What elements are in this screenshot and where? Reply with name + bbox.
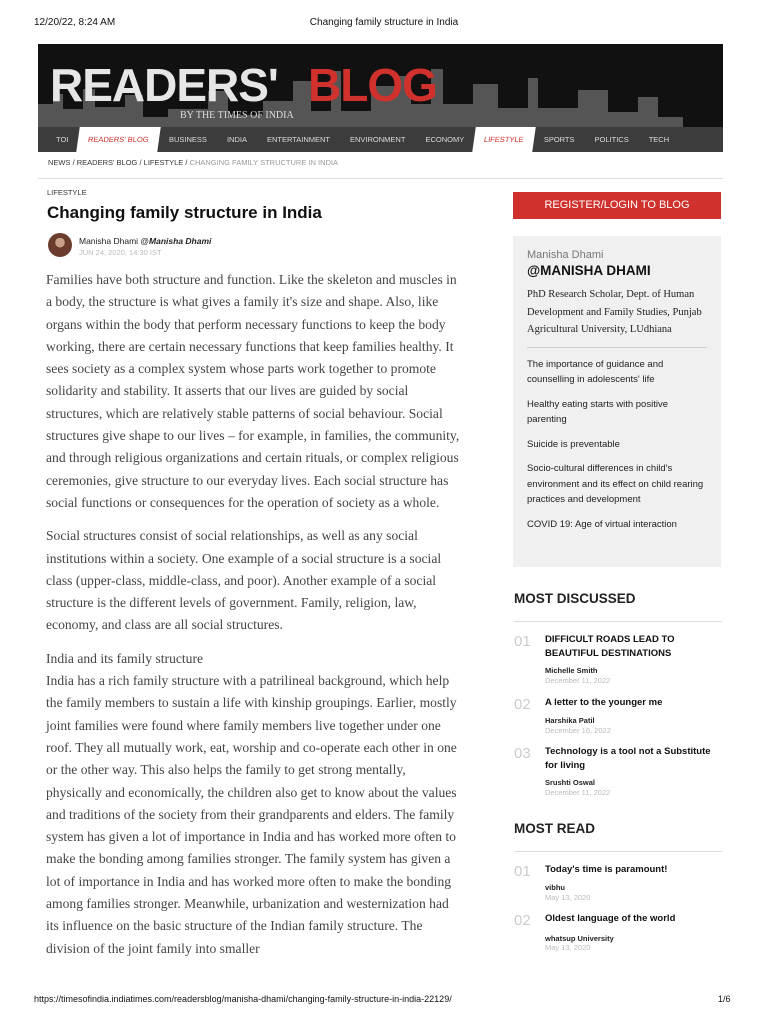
breadcrumb-current: CHANGING FAMILY STRUCTURE IN INDIA <box>189 158 339 167</box>
logo-by-toi: BY THE TIMES OF INDIA <box>180 110 294 121</box>
nav-tech[interactable]: TECH <box>648 135 670 144</box>
item-title[interactable]: Today's time is paramount! <box>545 864 668 875</box>
author-box <box>513 236 721 567</box>
author-avatar[interactable] <box>48 233 72 257</box>
article-title: Changing family structure in India <box>47 203 322 222</box>
author-post-link[interactable]: The importance of guidance and counselling in adolescents' life <box>527 358 664 385</box>
item-title[interactable]: Oldest language of the world <box>545 913 676 924</box>
item-author[interactable]: whatsup University <box>545 934 614 943</box>
divider <box>514 851 722 852</box>
logo-blog: BLOG <box>308 59 437 111</box>
nav-lifestyle[interactable]: LIFESTYLE <box>472 127 535 152</box>
divider <box>514 621 722 622</box>
item-title[interactable]: A letter to the younger me <box>545 697 663 708</box>
article-body <box>46 269 464 971</box>
author-box-name[interactable]: Manisha Dhami <box>527 249 604 261</box>
byline <box>79 236 211 246</box>
main-nav <box>38 127 723 152</box>
author-post-link[interactable]: Socio-cultural differences in child's environment and its effect on child rearing practices and development <box>527 463 704 505</box>
item-author[interactable]: Srushti Oswal <box>545 778 596 787</box>
breadcrumb-lifestyle[interactable]: LIFESTYLE / <box>143 158 188 167</box>
item-number: 01 <box>514 863 531 880</box>
nav-readers-blog[interactable]: READERS' BLOG <box>77 127 161 152</box>
divider <box>38 178 723 179</box>
nav-sports[interactable]: SPORTS <box>543 135 575 144</box>
nav-politics[interactable]: POLITICS <box>594 135 629 144</box>
breadcrumb-readers-blog[interactable]: READERS' BLOG / <box>76 158 142 167</box>
item-date: May 13, 2020 <box>545 943 591 952</box>
author-bio: PhD Research Scholar, Dept. of Human Development and Family Studies, Punjab Agricultural University, LUdhiana <box>527 286 707 348</box>
print-page-number: 1/6 <box>718 994 731 1004</box>
item-date: December 11, 2022 <box>545 676 611 685</box>
item-author[interactable]: Michelle Smith <box>545 666 598 675</box>
paragraph: Social structures consist of social relationships, as well as any social institutions within a society. One example of a social structure is a social class (upper-class, middle-class, and poor). Another example of a social structure is the different levels of government. Family, religion, law, economy, and class are all social structures. <box>46 528 442 633</box>
nav-environment[interactable]: ENVIRONMENT <box>350 135 406 144</box>
nav-entertainment[interactable]: ENTERTAINMENT <box>266 135 331 144</box>
nav-business[interactable]: BUSINESS <box>169 135 207 144</box>
print-url: https://timesofindia.indiatimes.com/readersblog/manisha-dhami/changing-family-structure-in-india-22129/ <box>34 994 452 1004</box>
author-post-link[interactable]: Suicide is preventable <box>527 438 620 450</box>
nav-economy[interactable]: ECONOMY <box>425 135 465 144</box>
nav-toi[interactable]: TOI <box>56 135 69 144</box>
item-date: May 13, 2020 <box>545 893 591 902</box>
item-date: December 16, 2022 <box>545 726 611 735</box>
logo-readers: READERS' <box>50 59 278 111</box>
subheading: India and its family structure <box>46 650 204 666</box>
item-title[interactable]: Technology is a tool not a Substitute for living <box>545 746 711 771</box>
nav-india[interactable]: INDIA <box>226 135 247 144</box>
item-author[interactable]: vibhu <box>545 883 565 892</box>
print-page-title: Changing family structure in India <box>309 17 459 28</box>
item-number: 01 <box>514 633 531 650</box>
item-number: 02 <box>514 912 531 929</box>
most-discussed-heading: MOST DISCUSSED <box>514 591 636 606</box>
item-number: 02 <box>514 696 531 713</box>
author-handle[interactable]: Manisha Dhami <box>149 236 212 246</box>
item-author[interactable]: Harshika Patil <box>545 716 595 725</box>
article-category[interactable]: LIFESTYLE <box>47 188 87 197</box>
breadcrumb-news[interactable]: NEWS / <box>48 158 75 167</box>
item-number: 03 <box>514 745 531 762</box>
print-datetime: 12/20/22, 8:24 AM <box>34 17 116 28</box>
readers-blog-banner[interactable] <box>38 44 723 131</box>
register-login-button[interactable]: REGISTER/LOGIN TO BLOG <box>513 192 721 219</box>
breadcrumb <box>48 158 338 167</box>
paragraph: India has a rich family structure with a patrilineal background, which help the family members to sustain a life with kinship groupings. Earlier, mostly joint families were found where family members live together under one roof. They all mutually work, eat, worship and co-operate each other in one or the other way. This also helps the family to get strong mentally, physically and economically, the children also get to know about the values and traditions of the society from their grandparents and elders. The family system has given a lot of importance in India and has worked more often to make the bonding among families stronger. The family system has given a lot of importance in India and has worked more often to make the bonding among families stronger. Meanwhile, urbanization and westernization had its influence on the basic structure of the Indian family structure. The division of the joint family into smaller <box>46 673 457 956</box>
item-date: December 11, 2022 <box>545 788 611 797</box>
author-post-link[interactable]: Healthy eating starts with positive parenting <box>527 398 668 425</box>
author-name[interactable]: Manisha Dhami @ <box>79 236 150 246</box>
most-read-heading: MOST READ <box>514 821 595 836</box>
author-box-handle[interactable]: @MANISHA DHAMI <box>527 263 651 278</box>
article-date: JUN 24, 2020, 14:30 IST <box>79 248 162 257</box>
item-title[interactable]: DIFFICULT ROADS LEAD TO BEAUTIFUL DESTINATIONS <box>545 634 675 659</box>
paragraph: Families have both structure and function. Like the skeleton and muscles in a body, the structure is what gives a family it's size and shape. Also, like organs within the body that perform necessary functions to keep the body working, there are certain necessary functions that keep families healthy. It sees society as a complex system whose parts work together to promote solidarity and stability. It asserts that our lives are guided by social structures, which are relatively stable patterns of social behaviour. Social structures give shape to our lives – for example, in families, the community, and through religious organizations and certain rituals, or complex religious ceremonies, give structure to our everyday lives. Each social structure has social functions or consequences for the operation of society as a whole. <box>46 272 460 510</box>
author-post-link[interactable]: COVID 19: Age of virtual interaction <box>527 518 677 530</box>
